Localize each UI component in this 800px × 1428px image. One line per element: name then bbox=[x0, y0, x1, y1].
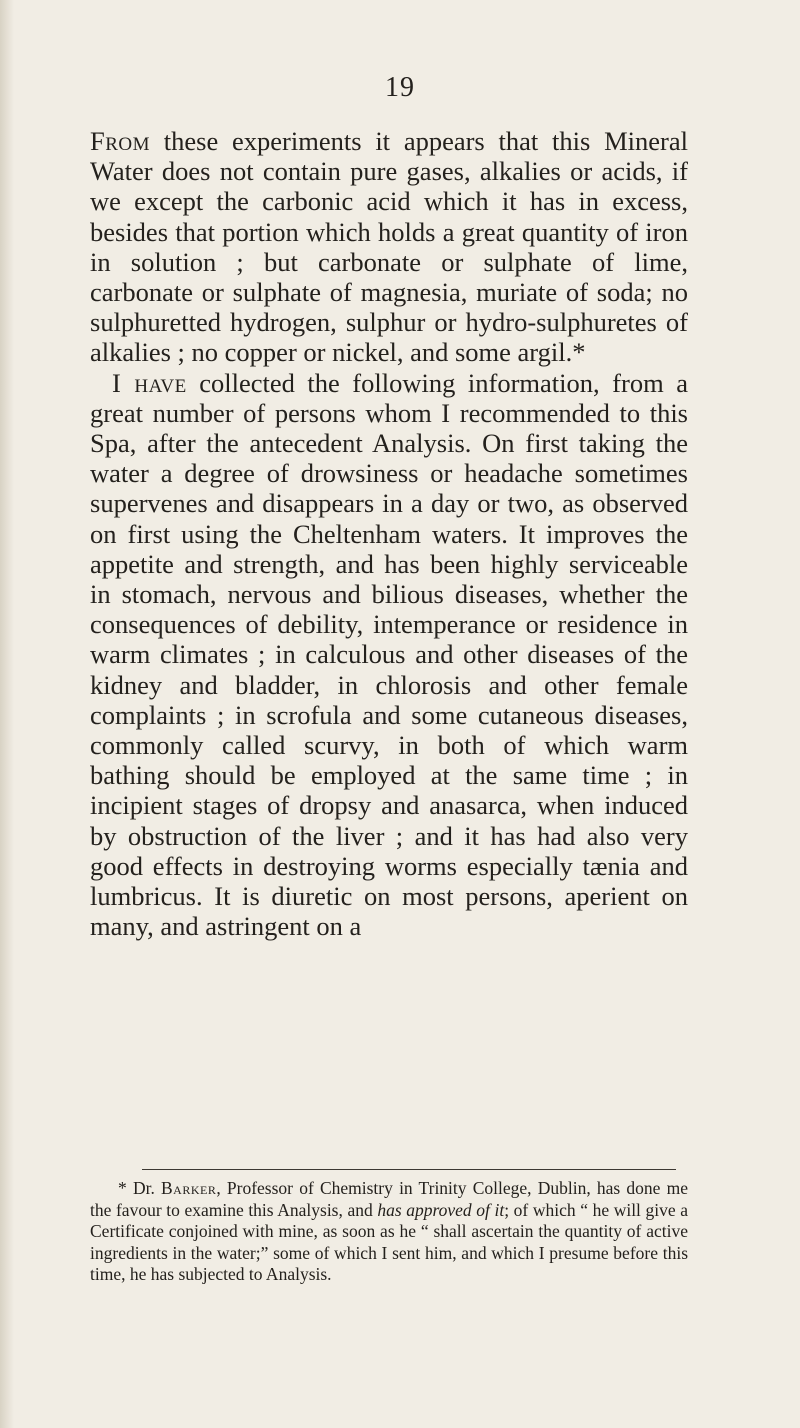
paragraph-1-text: these experiments it appears that this Mineral Water does not contain pure gases, alkalies or acids, if we except the carbonic acid which it has in excess, besides that portion which holds a great quantity of iron in solution ; but carbonate or sulphate of lime, carbonate or sulphate of magnesia, muriate of soda; no sulphuretted hydrogen, sulphur or hydro-sulphuretes of alkalies ; no copper or nickel, and some argil.* bbox=[90, 126, 688, 368]
body-text bbox=[90, 126, 688, 941]
page-edge-shadow bbox=[0, 0, 14, 1428]
footnote-marker: * Dr. bbox=[118, 1178, 161, 1198]
paragraph-2-lead: I have bbox=[112, 367, 187, 398]
paragraph-2-text: collected the following information, from a great number of persons whom I recommended to this Spa, after the antecedent Analysis. On first taking the water a degree of drowsiness or headache sometimes supervenes and disappears in a day or two, as observed on first using the Cheltenham waters. It improves the appetite and strength, and has been highly serviceable in stomach, nervous and bilious diseases, whether the consequences of debility, intemperance or residence in warm climates ; in calculous and other diseases of the kidney and bladder, in chlorosis and other female complaints ; in scrofula and some cutaneous diseases, commonly called scurvy, in both of which warm bathing should be employed at the same time ; in incipient stages of dropsy and anasarca, when induced by obstruction of the liver ; and it has had also very good effects in destroying worms especially tænia and lumbricus. It is diuretic on most persons, aperient on many, and astringent on a bbox=[90, 367, 688, 942]
paragraph-1-lead: From bbox=[90, 126, 151, 156]
footnote-emphasis: has approved of it bbox=[377, 1199, 505, 1220]
paragraph-2 bbox=[90, 368, 688, 942]
footnote-rule bbox=[142, 1169, 676, 1170]
footnote-text-1: , Professor of Chemistry in Trinity College, Dublin, has done me the favour to examine this Analysis, and bbox=[90, 1178, 688, 1220]
footnote-text-2: ; of which “ he will give a Certificate conjoined with mine, as soon as he “ shall ascertain the quantity of active ingredients in the water;” some of which I sent him, and which I presume before this time, he has subjected to Analysis. bbox=[90, 1199, 689, 1284]
page-number: 19 bbox=[385, 72, 415, 103]
footnote-name: Barker bbox=[161, 1178, 217, 1198]
footnote bbox=[90, 1178, 688, 1286]
paragraph-1 bbox=[90, 126, 688, 368]
